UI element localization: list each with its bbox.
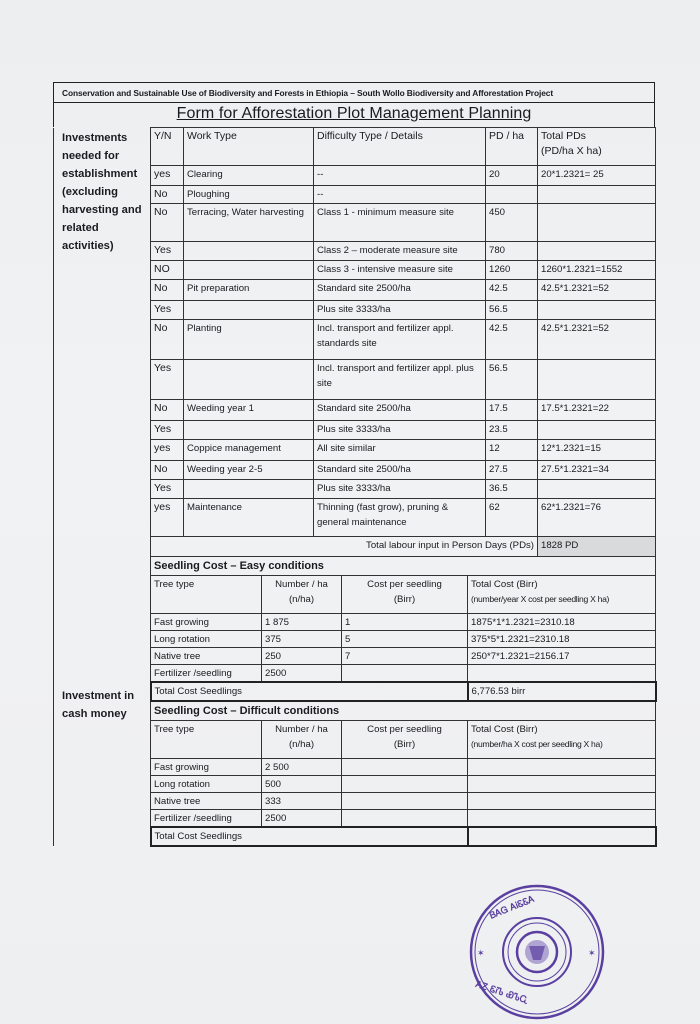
number-per-ha-cell: 1 875	[262, 614, 342, 631]
number-per-ha-cell: 2 500	[262, 759, 342, 776]
total-labour-value: 1828 PD	[538, 537, 656, 557]
section-label-line: Investments	[62, 131, 128, 144]
work-type-cell: Weeding year 2-5	[184, 461, 314, 480]
pd-per-ha-cell: 780	[486, 242, 538, 261]
difficult-col-cost	[342, 721, 468, 759]
svg-text:✶: ✶	[477, 949, 485, 959]
section-label-line: Investment in	[62, 690, 135, 702]
number-per-ha-cell: 2500	[262, 665, 342, 683]
yn-cell: No	[151, 204, 184, 242]
difficulty-cell: Standard site 2500/ha	[314, 400, 486, 421]
col-header-work-type: Work Type	[184, 128, 314, 166]
cost-per-seedling-cell	[342, 793, 468, 810]
cost-per-seedling-cell: 1	[342, 614, 468, 631]
easy-col-number-line2: (n/ha)	[288, 594, 315, 605]
work-type-cell: Pit preparation	[184, 280, 314, 301]
number-per-ha-cell: 2500	[262, 810, 342, 828]
total-pds-cell	[538, 186, 656, 204]
difficulty-cell: All site similar	[314, 440, 486, 461]
pd-per-ha-cell	[486, 186, 538, 204]
col-header-pd-per-ha: PD / ha	[486, 128, 538, 166]
col-header-difficulty: Difficulty Type / Details	[314, 128, 486, 166]
easy-heading: Seedling Cost – Easy conditions	[151, 557, 656, 576]
number-per-ha-cell: 375	[262, 631, 342, 648]
difficulty-cell: --	[314, 166, 486, 186]
total-pds-cell: 42.5*1.2321=52	[538, 280, 656, 301]
difficulty-cell: Plus site 3333/ha	[314, 421, 486, 440]
total-pds-cell: 20*1.2321= 25	[538, 166, 656, 186]
yn-cell: No	[151, 186, 184, 204]
easy-total-label: Total Cost Seedlings	[151, 682, 468, 701]
difficulty-cell: Thinning (fast grow), pruning & general maintenance	[314, 499, 486, 537]
easy-col-cost-line2: (Birr)	[393, 594, 416, 605]
difficult-col-total-line2: (number/ha X cost per seedling X ha)	[471, 739, 603, 749]
pd-per-ha-cell: 20	[486, 166, 538, 186]
total-cost-cell: 1875*1*1.2321=2310.18	[468, 614, 656, 631]
total-pds-cell: 12*1.2321=15	[538, 440, 656, 461]
yn-cell: Yes	[151, 480, 184, 499]
difficult-col-total-line1: Total Cost (Birr)	[471, 724, 538, 735]
section-label-line: related	[62, 221, 99, 234]
total-pds-cell: 42.5*1.2321=52	[538, 320, 656, 360]
total-pds-cell	[538, 360, 656, 400]
pd-per-ha-cell: 450	[486, 204, 538, 242]
easy-col-cost	[342, 576, 468, 614]
tree-type-cell: Native tree	[151, 793, 262, 810]
work-type-cell	[184, 261, 314, 280]
easy-col-number	[262, 576, 342, 614]
yn-cell: NO	[151, 261, 184, 280]
col-header-total-pds	[538, 128, 656, 166]
establishment-section-label	[54, 128, 151, 557]
total-pds-cell: 27.5*1.2321=34	[538, 461, 656, 480]
easy-col-tree: Tree type	[151, 576, 262, 614]
yn-cell: No	[151, 280, 184, 301]
pd-per-ha-cell: 42.5	[486, 320, 538, 360]
work-type-cell: Maintenance	[184, 499, 314, 537]
total-pds-cell	[538, 301, 656, 320]
difficult-col-number-line2: (n/ha)	[288, 739, 315, 750]
project-header: Conservation and Sustainable Use of Biodiversity and Forests in Ethiopia – South Wollo Biodiversity and Afforestation Project	[53, 82, 655, 103]
work-type-cell	[184, 301, 314, 320]
yn-cell: Yes	[151, 242, 184, 261]
tree-type-cell: Fast growing	[151, 759, 262, 776]
col-header-yn: Y/N	[151, 128, 184, 166]
cost-per-seedling-cell	[342, 665, 468, 683]
work-type-cell: Ploughing	[184, 186, 314, 204]
work-type-cell	[184, 421, 314, 440]
svg-text:✶: ✶	[588, 949, 596, 959]
official-stamp-seal	[467, 882, 607, 1022]
section-label-line: cash money	[62, 708, 127, 720]
section-label-line: (excluding	[62, 185, 118, 198]
form-title-text: Form for Afforestation Plot Management Planning	[176, 105, 532, 122]
total-cost-cell	[468, 665, 656, 683]
work-type-cell: Clearing	[184, 166, 314, 186]
number-per-ha-cell: 333	[262, 793, 342, 810]
yn-cell: Yes	[151, 360, 184, 400]
difficult-total-value	[468, 827, 656, 846]
yn-cell: No	[151, 461, 184, 480]
pd-per-ha-cell: 56.5	[486, 301, 538, 320]
difficulty-cell: Incl. transport and fertilizer appl. standards site	[314, 320, 486, 360]
difficult-col-tree: Tree type	[151, 721, 262, 759]
work-type-cell: Coppice management	[184, 440, 314, 461]
form-document	[53, 82, 655, 847]
cost-per-seedling-cell: 5	[342, 631, 468, 648]
pd-per-ha-cell: 42.5	[486, 280, 538, 301]
cost-per-seedling-cell: 7	[342, 648, 468, 665]
total-pds-cell: 62*1.2321=76	[538, 499, 656, 537]
easy-total-value: 6,776.53 birr	[468, 682, 656, 701]
difficulty-cell: Class 1 - minimum measure site	[314, 204, 486, 242]
difficult-col-total	[468, 721, 656, 759]
pd-per-ha-cell: 17.5	[486, 400, 538, 421]
difficulty-cell: Standard site 2500/ha	[314, 280, 486, 301]
easy-col-total-line2: (number/year X cost per seedling X ha)	[471, 594, 610, 604]
section-label-line: activities)	[62, 239, 114, 252]
section-label-line: establishment	[62, 167, 138, 180]
yn-cell: Yes	[151, 301, 184, 320]
difficult-col-cost-line1: Cost per seedling	[367, 724, 442, 735]
easy-col-total	[468, 576, 656, 614]
section-label-line: needed for	[62, 149, 120, 162]
yn-cell: yes	[151, 440, 184, 461]
total-pds-cell	[538, 242, 656, 261]
tree-type-cell: Fast growing	[151, 614, 262, 631]
total-pds-cell	[538, 421, 656, 440]
pd-per-ha-cell: 23.5	[486, 421, 538, 440]
cost-per-seedling-cell	[342, 810, 468, 828]
pd-per-ha-cell: 56.5	[486, 360, 538, 400]
total-cost-cell	[468, 759, 656, 776]
total-cost-cell: 250*7*1.2321=2156.17	[468, 648, 656, 665]
total-labour-label: Total labour input in Person Days (PDs)	[314, 537, 538, 557]
yn-cell: Yes	[151, 421, 184, 440]
cost-per-seedling-cell	[342, 776, 468, 793]
tree-type-cell: Native tree	[151, 648, 262, 665]
yn-cell: yes	[151, 166, 184, 186]
easy-col-cost-line1: Cost per seedling	[367, 579, 442, 590]
tree-type-cell: Long rotation	[151, 776, 262, 793]
pd-per-ha-cell: 36.5	[486, 480, 538, 499]
tree-type-cell: Fertilizer /seedling	[151, 665, 262, 683]
tree-type-cell: Long rotation	[151, 631, 262, 648]
establishment-table	[53, 127, 656, 557]
total-cost-cell	[468, 793, 656, 810]
total-pds-cell: 17.5*1.2321=22	[538, 400, 656, 421]
col-header-total-pds-line2: (PD/ha X ha)	[541, 145, 602, 157]
work-type-cell: Planting	[184, 320, 314, 360]
number-per-ha-cell: 500	[262, 776, 342, 793]
yn-cell: No	[151, 400, 184, 421]
difficult-total-label: Total Cost Seedlings	[151, 827, 468, 846]
section-label-line: harvesting and	[62, 203, 142, 216]
total-pds-cell	[538, 480, 656, 499]
easy-col-total-line1: Total Cost (Birr)	[471, 579, 538, 590]
difficulty-cell: --	[314, 186, 486, 204]
pd-per-ha-cell: 62	[486, 499, 538, 537]
total-pds-cell: 1260*1.2321=1552	[538, 261, 656, 280]
difficult-col-number	[262, 721, 342, 759]
svg-text:ᏴᎪᏀ ᎪᎥᏋᏋᎪ: ᏴᎪᏀ ᎪᎥᏋᏋᎪ	[488, 894, 537, 922]
work-type-cell	[184, 242, 314, 261]
yn-cell: yes	[151, 499, 184, 537]
easy-col-number-line1: Number / ha	[275, 579, 328, 590]
difficult-heading: Seedling Cost – Difficult conditions	[151, 701, 656, 721]
difficulty-cell: Class 2 – moderate measure site	[314, 242, 486, 261]
cost-per-seedling-cell	[342, 759, 468, 776]
total-pds-cell	[538, 204, 656, 242]
work-type-cell: Terracing, Water harvesting	[184, 204, 314, 242]
cash-investment-table	[53, 557, 657, 847]
work-type-cell	[184, 480, 314, 499]
difficult-col-cost-line2: (Birr)	[393, 739, 416, 750]
work-type-cell	[184, 360, 314, 400]
number-per-ha-cell: 250	[262, 648, 342, 665]
pd-per-ha-cell: 27.5	[486, 461, 538, 480]
total-cost-cell	[468, 776, 656, 793]
col-header-total-pds-line1: Total PDs	[541, 130, 586, 142]
total-cost-cell: 375*5*1.2321=2310.18	[468, 631, 656, 648]
difficulty-cell: Class 3 - intensive measure site	[314, 261, 486, 280]
cash-section-label	[54, 557, 151, 846]
form-title	[54, 103, 654, 127]
difficulty-cell: Standard site 2500/ha	[314, 461, 486, 480]
tree-type-cell: Fertilizer /seedling	[151, 810, 262, 828]
work-type-cell: Weeding year 1	[184, 400, 314, 421]
pd-per-ha-cell: 1260	[486, 261, 538, 280]
difficulty-cell: Incl. transport and fertilizer appl. plus site	[314, 360, 486, 400]
difficult-col-number-line1: Number / ha	[275, 724, 328, 735]
difficulty-cell: Plus site 3333/ha	[314, 480, 486, 499]
total-cost-cell	[468, 810, 656, 828]
yn-cell: No	[151, 320, 184, 360]
difficulty-cell: Plus site 3333/ha	[314, 301, 486, 320]
pd-per-ha-cell: 12	[486, 440, 538, 461]
svg-text:ᎪᏃ ᏋᎥᏖ ᏯᏖᏩ: ᎪᏃ ᏋᎥᏖ ᏯᏖᏩ	[474, 979, 530, 1007]
